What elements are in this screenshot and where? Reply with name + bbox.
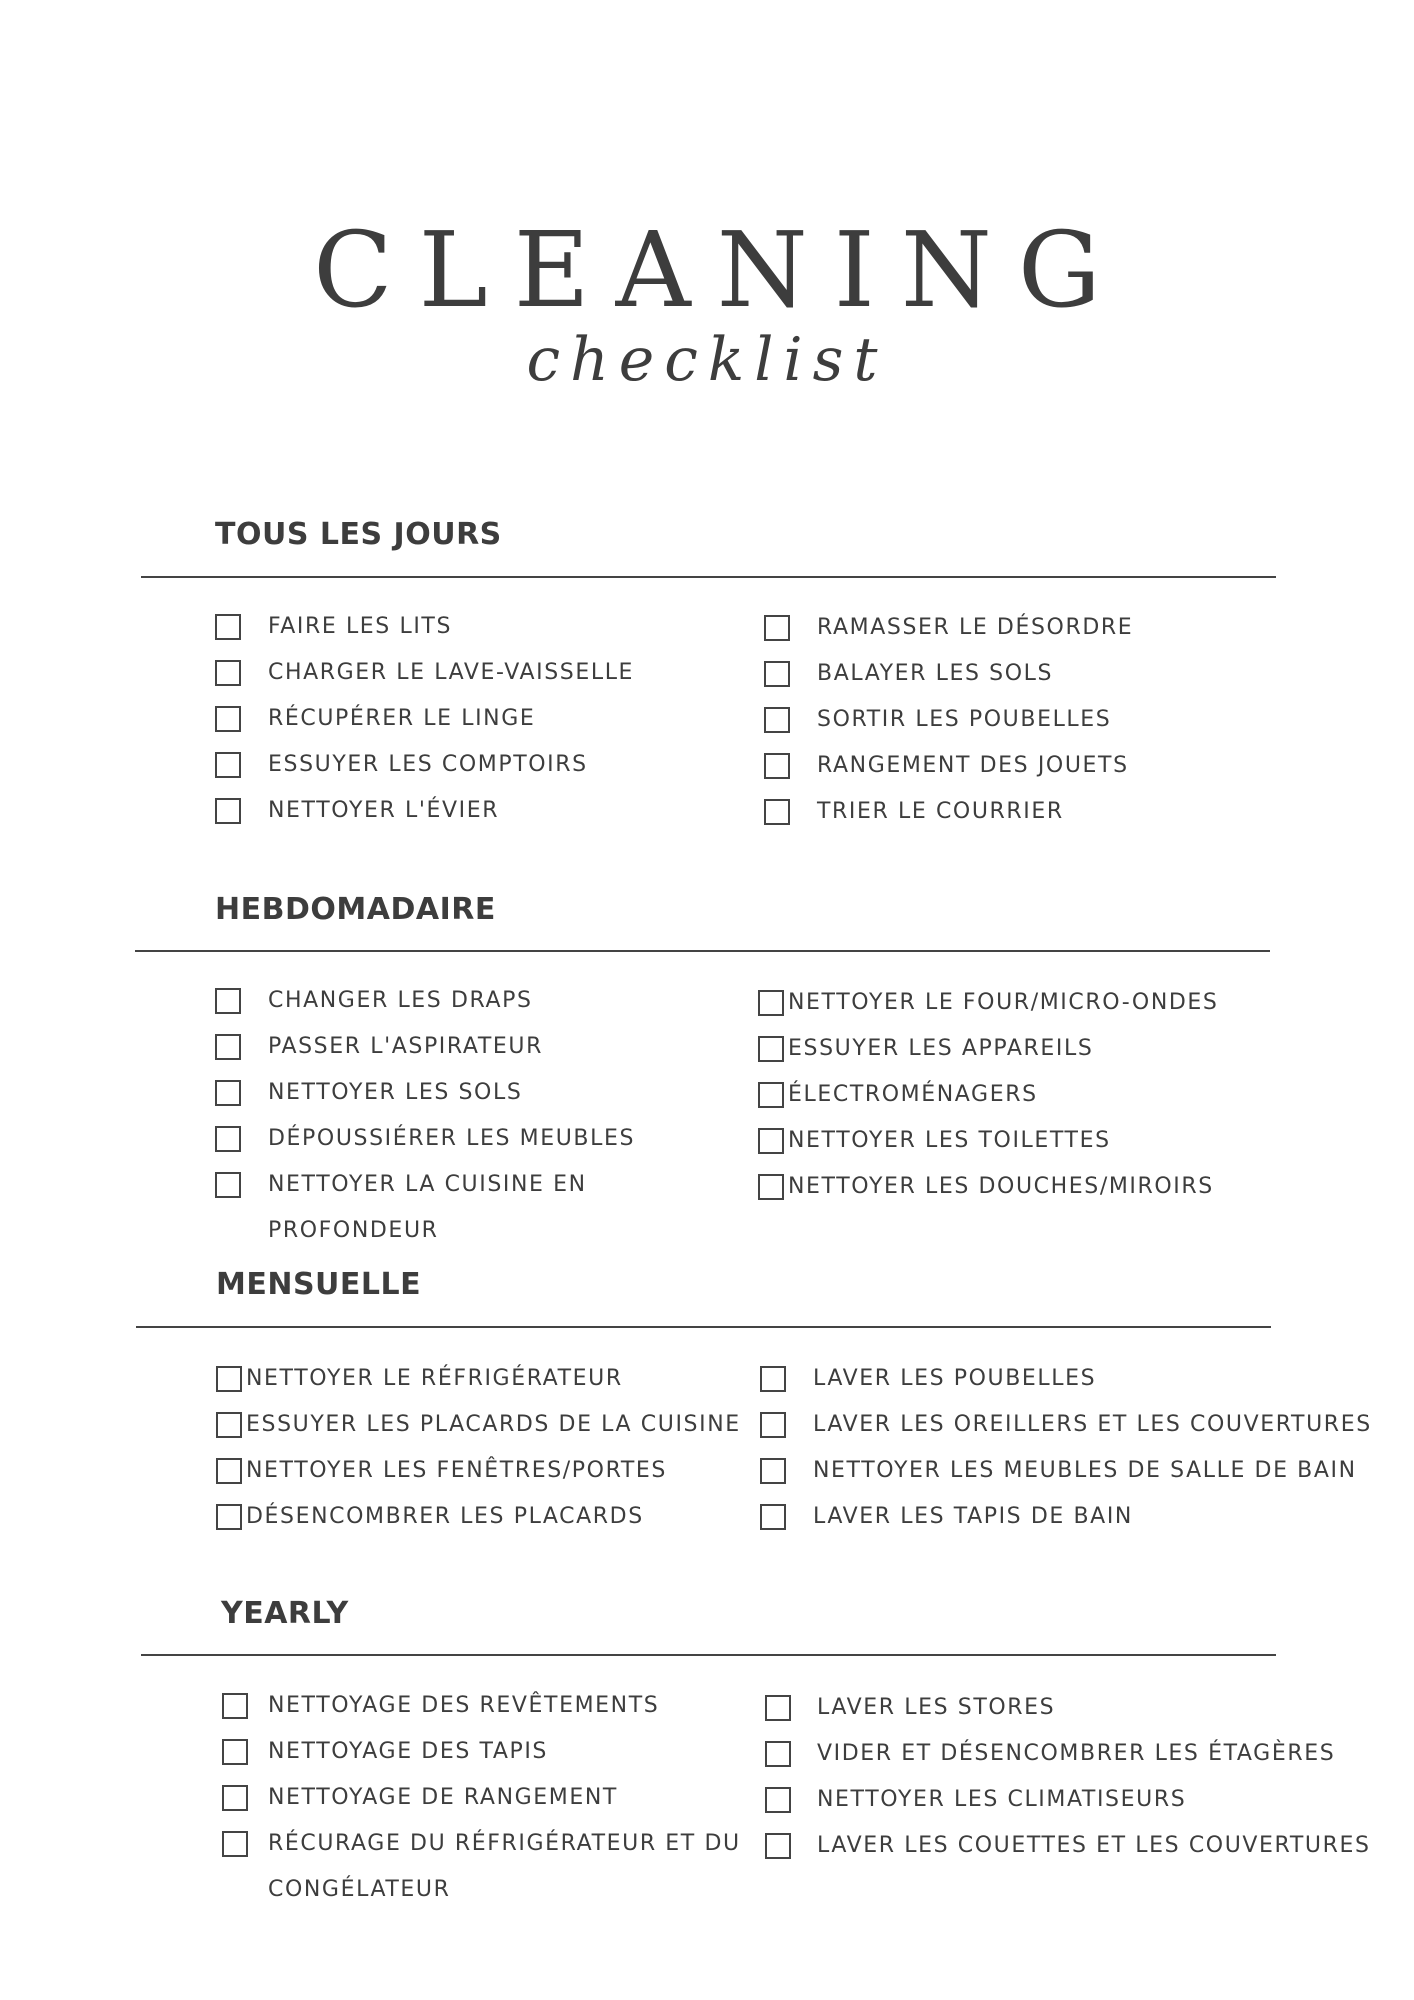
checklist-item[interactable] — [215, 706, 535, 742]
checkbox[interactable] — [222, 1831, 248, 1857]
checklist-item-label: RÉCURAGE DU RÉFRIGÉRATEUR ET DU — [268, 1831, 741, 1856]
section-divider-yearly — [141, 1654, 1276, 1656]
checklist-item[interactable] — [216, 1458, 667, 1494]
checkbox[interactable] — [758, 1082, 784, 1108]
section-divider-daily — [141, 576, 1276, 578]
checklist-item-label: SORTIR LES POUBELLES — [817, 707, 1112, 732]
checklist-item-label-continuation: CONGÉLATEUR — [268, 1877, 451, 1902]
checkbox[interactable] — [216, 1504, 242, 1530]
checklist-item[interactable] — [216, 1504, 644, 1540]
section-divider-weekly — [135, 950, 1270, 952]
checklist-item-label: FAIRE LES LITS — [268, 614, 453, 639]
checklist-item[interactable] — [216, 1366, 623, 1402]
checklist-item[interactable] — [216, 1412, 741, 1448]
checklist-item[interactable] — [222, 1785, 618, 1821]
checklist-item-label: ESSUYER LES PLACARDS DE LA CUISINE — [246, 1412, 741, 1437]
checklist-item-label: ESSUYER LES APPAREILS — [788, 1036, 1094, 1061]
checklist-item[interactable] — [222, 1739, 548, 1775]
checklist-item[interactable] — [764, 615, 1133, 651]
checklist-item[interactable] — [764, 753, 1129, 789]
checklist-item-label: NETTOYER L'ÉVIER — [268, 798, 500, 823]
checklist-item-label: BALAYER LES SOLS — [817, 661, 1054, 686]
checklist-item-label: NETTOYER LES FENÊTRES/PORTES — [246, 1458, 667, 1483]
checklist-item[interactable] — [215, 1034, 543, 1070]
checklist-item-label: NETTOYER LE FOUR/MICRO-ONDES — [788, 990, 1219, 1015]
checklist-item[interactable] — [222, 1831, 741, 1867]
checkbox[interactable] — [216, 1366, 242, 1392]
checkbox[interactable] — [764, 799, 790, 825]
checklist-item[interactable] — [758, 990, 1218, 1026]
checkbox[interactable] — [215, 1172, 241, 1198]
checkbox[interactable] — [765, 1833, 791, 1859]
checklist-item-label: NETTOYAGE DES TAPIS — [268, 1739, 548, 1764]
section-title-yearly: YEARLY — [221, 1596, 349, 1631]
section-title-weekly: HEBDOMADAIRE — [215, 892, 496, 927]
checklist-item-label: CHARGER LE LAVE-VAISSELLE — [268, 660, 635, 685]
checklist-item-label: ESSUYER LES COMPTOIRS — [268, 752, 588, 777]
checklist-item[interactable] — [765, 1787, 1186, 1823]
checkbox[interactable] — [215, 1080, 241, 1106]
checklist-item[interactable] — [215, 1080, 522, 1116]
checklist-item[interactable] — [215, 798, 499, 834]
checkbox[interactable] — [222, 1785, 248, 1811]
checklist-item[interactable] — [758, 1174, 1214, 1210]
checkbox[interactable] — [758, 1128, 784, 1154]
checkbox[interactable] — [764, 707, 790, 733]
checklist-item-label: RAMASSER LE DÉSORDRE — [817, 615, 1134, 640]
checklist-item-label: NETTOYAGE DE RANGEMENT — [268, 1785, 618, 1810]
checklist-item-label: LAVER LES OREILLERS ET LES COUVERTURES — [813, 1412, 1372, 1437]
checklist-item[interactable] — [760, 1504, 1133, 1540]
checklist-item[interactable] — [760, 1412, 1372, 1448]
checkbox[interactable] — [764, 661, 790, 687]
checklist-item[interactable] — [764, 799, 1064, 835]
checklist-item-label: LAVER LES TAPIS DE BAIN — [813, 1504, 1133, 1529]
checkbox[interactable] — [765, 1695, 791, 1721]
checkbox[interactable] — [765, 1741, 791, 1767]
checkbox[interactable] — [764, 615, 790, 641]
checklist-item-label: LAVER LES STORES — [817, 1695, 1056, 1720]
checklist-item-label: ÉLECTROMÉNAGERS — [788, 1082, 1038, 1107]
checklist-item-label-continuation: PROFONDEUR — [268, 1218, 439, 1243]
checklist-item-label: NETTOYER LES TOILETTES — [788, 1128, 1111, 1153]
checklist-item-label: VIDER ET DÉSENCOMBRER LES ÉTAGÈRES — [817, 1741, 1336, 1766]
checkbox[interactable] — [215, 752, 241, 778]
checklist-item[interactable] — [764, 661, 1053, 697]
checklist-item-label: NETTOYER LE RÉFRIGÉRATEUR — [246, 1366, 623, 1391]
checkbox[interactable] — [760, 1412, 786, 1438]
checkbox[interactable] — [764, 753, 790, 779]
checklist-item-label: LAVER LES POUBELLES — [813, 1366, 1097, 1391]
checkbox[interactable] — [758, 990, 784, 1016]
checkbox[interactable] — [222, 1739, 248, 1765]
section-title-daily: TOUS LES JOURS — [215, 517, 502, 552]
checkbox[interactable] — [215, 798, 241, 824]
page-title: CLEANING — [313, 209, 1127, 331]
checkbox[interactable] — [216, 1412, 242, 1438]
checklist-item[interactable] — [764, 707, 1111, 743]
checklist-item-label: NETTOYER LES CLIMATISEURS — [817, 1787, 1187, 1812]
checklist-item[interactable] — [215, 614, 452, 650]
checklist-item[interactable] — [215, 1126, 635, 1162]
section-divider-monthly — [136, 1326, 1271, 1328]
checkbox[interactable] — [215, 1126, 241, 1152]
checkbox[interactable] — [216, 1458, 242, 1484]
checklist-item-label: RANGEMENT DES JOUETS — [817, 753, 1129, 778]
checklist-item[interactable] — [758, 1036, 1093, 1072]
checklist-item[interactable] — [222, 1693, 659, 1729]
checklist-item[interactable] — [758, 1082, 1038, 1118]
checklist-item[interactable] — [760, 1458, 1357, 1494]
checklist-item[interactable] — [758, 1128, 1111, 1164]
page-subtitle: checklist — [526, 325, 888, 395]
checklist-item[interactable] — [215, 660, 634, 696]
checkbox[interactable] — [215, 706, 241, 732]
checklist-item-label: PASSER L'ASPIRATEUR — [268, 1034, 543, 1059]
checklist-item-label: DÉSENCOMBRER LES PLACARDS — [246, 1504, 644, 1529]
checkbox[interactable] — [215, 1034, 241, 1060]
checklist-item-label: NETTOYER LES SOLS — [268, 1080, 523, 1105]
checklist-item-label: NETTOYER LA CUISINE EN — [268, 1172, 587, 1197]
checklist-item[interactable] — [215, 988, 533, 1024]
checklist-item[interactable] — [760, 1366, 1096, 1402]
checklist-item-label: NETTOYER LES DOUCHES/MIROIRS — [788, 1174, 1214, 1199]
checkbox[interactable] — [215, 988, 241, 1014]
checkbox[interactable] — [760, 1366, 786, 1392]
checkbox[interactable] — [215, 614, 241, 640]
checkbox[interactable] — [760, 1504, 786, 1530]
checkbox[interactable] — [758, 1036, 784, 1062]
checkbox[interactable] — [215, 660, 241, 686]
checklist-item[interactable] — [765, 1695, 1055, 1731]
checkbox[interactable] — [760, 1458, 786, 1484]
checklist-item[interactable] — [765, 1741, 1335, 1777]
checklist-item-label: DÉPOUSSIÉRER LES MEUBLES — [268, 1126, 636, 1151]
checklist-item-label: NETTOYER LES MEUBLES DE SALLE DE BAIN — [813, 1458, 1357, 1483]
checklist-item[interactable] — [215, 752, 588, 788]
checklist-item-label: NETTOYAGE DES REVÊTEMENTS — [268, 1693, 660, 1718]
checklist-item[interactable] — [765, 1833, 1371, 1869]
checkbox[interactable] — [758, 1174, 784, 1200]
checkbox[interactable] — [765, 1787, 791, 1813]
checklist-item-label: CHANGER LES DRAPS — [268, 988, 533, 1013]
section-title-monthly: MENSUELLE — [216, 1267, 422, 1302]
checklist-item-label: LAVER LES COUETTES ET LES COUVERTURES — [817, 1833, 1371, 1858]
checklist-item-label: TRIER LE COURRIER — [817, 799, 1064, 824]
checkbox[interactable] — [222, 1693, 248, 1719]
checklist-item-label: RÉCUPÉRER LE LINGE — [268, 706, 536, 731]
checklist-item[interactable] — [215, 1172, 587, 1208]
